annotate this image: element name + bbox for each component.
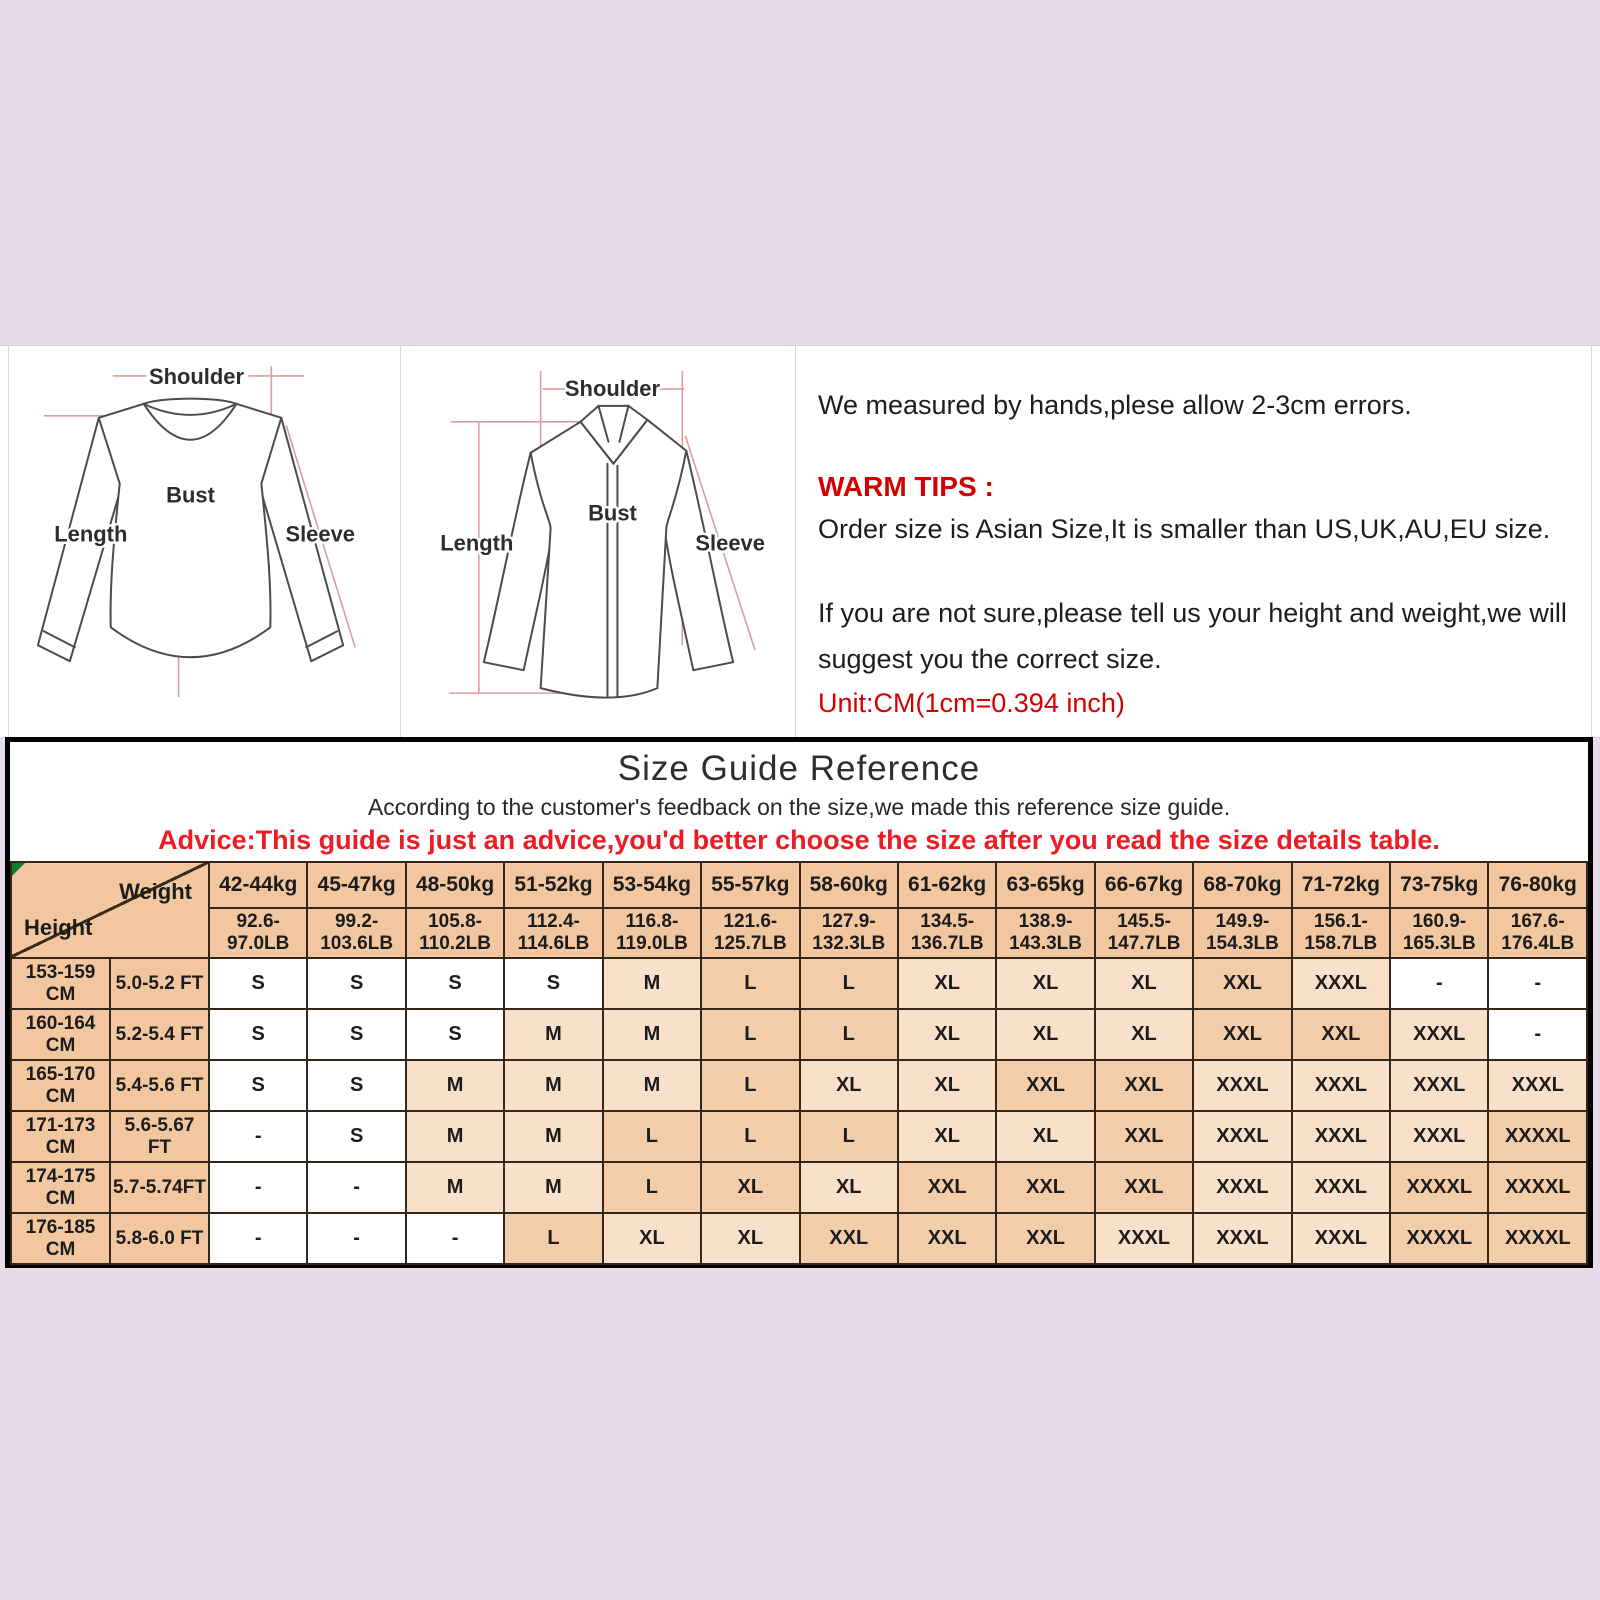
size-cell: XXL [996, 1060, 1094, 1111]
weight-kg-header: 58-60kg [800, 862, 898, 908]
height-cm-cell: 171-173 CM [11, 1111, 110, 1162]
size-cell: XXXXL [1488, 1213, 1587, 1264]
weight-lb-header: 156.1-158.7LB [1292, 908, 1390, 958]
size-cell: M [603, 1060, 701, 1111]
size-cell: XXXXL [1488, 1111, 1587, 1162]
weight-lb-header: 160.9-165.3LB [1390, 908, 1488, 958]
weight-lb-header: 138.9-143.3LB [996, 908, 1094, 958]
shirt-length-label: Length [440, 530, 514, 556]
size-cell: XXL [1095, 1060, 1193, 1111]
suggest-note: If you are not sure,please tell us your height and weight,we will suggest you the correct size. [818, 598, 1567, 674]
size-cell: - [307, 1162, 405, 1213]
size-cell: L [800, 1111, 898, 1162]
weight-lb-header: 105.8-110.2LB [406, 908, 504, 958]
height-cm-cell: 174-175 CM [11, 1162, 110, 1213]
weight-lb-header: 134.5-136.7LB [898, 908, 996, 958]
height-cm-cell: 153-159 CM [11, 958, 110, 1009]
measure-diagrams-strip [0, 345, 1600, 737]
size-cell: S [307, 1111, 405, 1162]
size-cell: XL [898, 1060, 996, 1111]
size-cell: XXXL [1390, 1111, 1488, 1162]
size-guide-title: Size Guide Reference [617, 749, 981, 788]
size-row [11, 958, 1587, 1009]
weight-kg-header-row [11, 862, 1587, 908]
size-cell: S [209, 958, 307, 1009]
size-cell: XXXL [1292, 1111, 1390, 1162]
size-cell: XXXL [1292, 1213, 1390, 1264]
corner-height-label: Height [24, 915, 93, 940]
size-cell: XXL [898, 1213, 996, 1264]
size-guide-subtitle: According to the customer's feedback on the size,we made this reference size guide. [367, 794, 1231, 820]
size-cell: XL [996, 1111, 1094, 1162]
size-cell: XXL [1193, 1009, 1291, 1060]
weight-lb-header: 121.6-125.7LB [701, 908, 799, 958]
size-cell: L [504, 1213, 602, 1264]
shirt-sleeve-label: Sleeve [695, 530, 765, 556]
height-ft-cell: 5.6-5.67 FT [110, 1111, 209, 1162]
size-cell: XXXXL [1390, 1162, 1488, 1213]
size-cell: XXL [996, 1162, 1094, 1213]
corner-marker [12, 863, 25, 876]
size-cell: XXXXL [1488, 1162, 1587, 1213]
height-cm-cell: 160-164 CM [11, 1009, 110, 1060]
size-cell: - [209, 1111, 307, 1162]
size-cell: S [406, 1009, 504, 1060]
shirt-bust-label: Bust [588, 500, 637, 526]
size-cell: M [406, 1060, 504, 1111]
weight-kg-header: 48-50kg [406, 862, 504, 908]
weight-kg-header: 45-47kg [307, 862, 405, 908]
weight-lb-header: 116.8-119.0LB [603, 908, 701, 958]
diagram-panel-tshirt [8, 346, 400, 737]
weight-kg-header: 68-70kg [1193, 862, 1291, 908]
asian-size-note: Order size is Asian Size,It is smaller than US,UK,AU,EU size. [818, 514, 1551, 544]
size-cell: XL [603, 1213, 701, 1264]
size-cell: XL [701, 1162, 799, 1213]
weight-kg-header: 63-65kg [996, 862, 1094, 908]
size-cell: M [504, 1060, 602, 1111]
weight-lb-header: 167.6-176.4LB [1488, 908, 1587, 958]
size-cell: S [406, 958, 504, 1009]
size-row [11, 1060, 1587, 1111]
size-cell: M [406, 1111, 504, 1162]
weight-lb-header: 112.4-114.6LB [504, 908, 602, 958]
size-cell: XL [996, 1009, 1094, 1060]
height-ft-cell: 5.7-5.74FT [110, 1162, 209, 1213]
size-guide-block [5, 737, 1593, 1268]
weight-kg-header: 42-44kg [209, 862, 307, 908]
size-cell: M [504, 1111, 602, 1162]
size-cell: XXL [898, 1162, 996, 1213]
size-cell: - [307, 1213, 405, 1264]
size-cell: L [701, 1009, 799, 1060]
size-cell: XXL [1193, 958, 1291, 1009]
size-cell: XXXL [1193, 1111, 1291, 1162]
weight-lb-header-row [11, 908, 1587, 958]
size-cell: XXL [996, 1213, 1094, 1264]
size-cell: XXXXL [1390, 1213, 1488, 1264]
size-cell: XXXL [1193, 1213, 1291, 1264]
size-cell: XXXL [1390, 1060, 1488, 1111]
shirt-shoulder-label: Shoulder [564, 375, 661, 401]
weight-kg-header: 51-52kg [504, 862, 602, 908]
size-cell: L [701, 1111, 799, 1162]
size-cell: S [307, 1060, 405, 1111]
size-cell: S [307, 1009, 405, 1060]
tshirt-bust-label: Bust [166, 482, 215, 508]
size-cell: XXXL [1193, 1060, 1291, 1111]
height-ft-cell: 5.2-5.4 FT [110, 1009, 209, 1060]
tshirt-length-label: Length [54, 521, 128, 547]
size-row [11, 1213, 1587, 1264]
unit-note: Unit:CM(1cm=0.394 inch) [818, 688, 1125, 718]
size-cell: M [406, 1162, 504, 1213]
size-cell: - [209, 1162, 307, 1213]
height-cm-cell: 165-170 CM [11, 1060, 110, 1111]
weight-lb-header: 145.5-147.7LB [1095, 908, 1193, 958]
size-cell: XXL [800, 1213, 898, 1264]
weight-kg-header: 73-75kg [1390, 862, 1488, 908]
size-cell: L [603, 1162, 701, 1213]
size-cell: M [603, 958, 701, 1009]
size-cell: XL [800, 1060, 898, 1111]
height-cm-cell: 176-185 CM [11, 1213, 110, 1264]
size-cell: XL [1095, 1009, 1193, 1060]
measure-note: We measured by hands,plese allow 2-3cm errors. [818, 390, 1412, 420]
height-ft-cell: 5.0-5.2 FT [110, 958, 209, 1009]
size-cell: XXL [1095, 1162, 1193, 1213]
tshirt-line-drawing [9, 346, 400, 737]
size-grid [10, 861, 1588, 1265]
tshirt-shoulder-label: Shoulder [148, 363, 245, 389]
size-cell: XXXL [1488, 1060, 1587, 1111]
size-cell: XXXL [1292, 1060, 1390, 1111]
notes-panel [795, 346, 1592, 737]
size-cell: XL [996, 958, 1094, 1009]
size-cell: S [209, 1009, 307, 1060]
weight-kg-header: 55-57kg [701, 862, 799, 908]
size-guide-advice: Advice:This guide is just an advice,you'd better choose the size after you read the size details table. [158, 825, 1440, 855]
size-cell: L [701, 1060, 799, 1111]
size-cell: XXXL [1292, 1162, 1390, 1213]
size-row [11, 1162, 1587, 1213]
size-cell: XL [898, 1111, 996, 1162]
size-cell: XXXL [1095, 1213, 1193, 1264]
size-cell: L [701, 958, 799, 1009]
shirt-line-drawing [401, 346, 795, 737]
weight-kg-header: 61-62kg [898, 862, 996, 908]
size-cell: - [1390, 958, 1488, 1009]
size-cell: S [307, 958, 405, 1009]
size-cell: - [406, 1213, 504, 1264]
weight-lb-header: 127.9-132.3LB [800, 908, 898, 958]
size-cell: M [504, 1009, 602, 1060]
weight-kg-header: 53-54kg [603, 862, 701, 908]
corner-weight-label: Weight [119, 879, 192, 904]
weight-kg-header: 76-80kg [1488, 862, 1587, 908]
size-cell: XXXL [1390, 1009, 1488, 1060]
height-ft-cell: 5.4-5.6 FT [110, 1060, 209, 1111]
size-cell: - [1488, 958, 1587, 1009]
size-cell: XXL [1292, 1009, 1390, 1060]
weight-lb-header: 149.9-154.3LB [1193, 908, 1291, 958]
size-cell: M [504, 1162, 602, 1213]
size-cell: S [504, 958, 602, 1009]
weight-kg-header: 71-72kg [1292, 862, 1390, 908]
size-cell: XXXL [1292, 958, 1390, 1009]
size-row [11, 1111, 1587, 1162]
size-cell: XL [898, 958, 996, 1009]
weight-kg-header: 66-67kg [1095, 862, 1193, 908]
height-ft-cell: 5.8-6.0 FT [110, 1213, 209, 1264]
size-cell: XXXL [1193, 1162, 1291, 1213]
tshirt-sleeve-label: Sleeve [285, 521, 355, 547]
size-cell: XL [898, 1009, 996, 1060]
size-cell: - [1488, 1009, 1587, 1060]
size-cell: M [603, 1009, 701, 1060]
size-cell: XL [1095, 958, 1193, 1009]
size-row [11, 1009, 1587, 1060]
size-cell: L [800, 1009, 898, 1060]
diagram-panel-shirt [400, 346, 795, 737]
size-cell: S [209, 1060, 307, 1111]
warm-tips-heading: WARM TIPS : [818, 471, 994, 502]
weight-lb-header: 92.6-97.0LB [209, 908, 307, 958]
size-cell: XL [800, 1162, 898, 1213]
weight-lb-header: 99.2-103.6LB [307, 908, 405, 958]
height-weight-corner-cell [11, 862, 209, 958]
size-cell: XXL [1095, 1111, 1193, 1162]
size-cell: - [209, 1213, 307, 1264]
size-cell: L [800, 958, 898, 1009]
size-cell: XL [701, 1213, 799, 1264]
size-cell: L [603, 1111, 701, 1162]
